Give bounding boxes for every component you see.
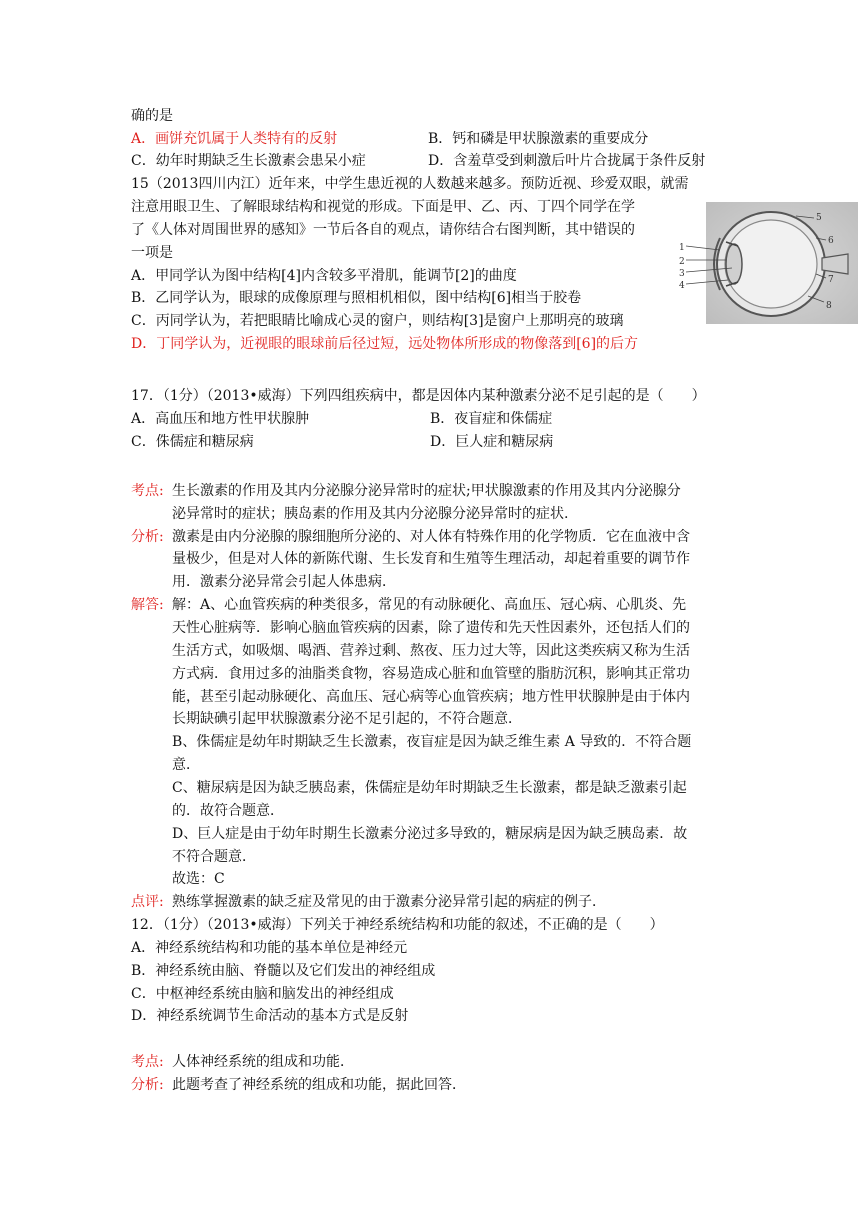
q12-option-a: A．神经系统结构和功能的基本单位是神经元	[131, 940, 408, 956]
q17-jieda-line-9: C、糖尿病是因为缺乏胰岛素，侏儒症是幼年时期缺乏生长激素，都是缺乏激素引起	[172, 780, 687, 796]
q17-jieda-line-11: D、巨人症是由于幼年时期生长激素分泌过多导致的，糖尿病是因为缺乏胰岛素．故	[172, 826, 688, 842]
q17-kaodian-line-2: 泌异常时的症状；胰岛素的作用及其内分泌腺分泌异常时的症状.	[172, 506, 569, 522]
label-7: 7	[828, 275, 834, 285]
label-6: 6	[828, 236, 834, 246]
q15-option-b: B．钙和磷是甲状腺激素的重要成分	[428, 131, 649, 147]
q17-kaodian-line-1: 生长激素的作用及其内分泌腺分泌异常时的症状;甲状腺激素的作用及其内分泌腺分	[172, 483, 681, 499]
q17-jieda-tag: 解答:	[131, 597, 164, 613]
q17-dianping: 熟练掌握激素的缺乏症及常见的由于激素分泌异常引起的病症的例子．	[172, 894, 606, 910]
q17-option-b: B．夜盲症和侏儒症	[430, 411, 553, 427]
q17-option-a: A．高血压和地方性甲状腺肿	[131, 411, 310, 427]
label-4: 4	[679, 281, 685, 291]
q17-jieda-line-12: 不符合题意．	[172, 849, 256, 865]
q12-option-c: C．中枢神经系统由脑和脑发出的神经组成	[131, 986, 394, 1002]
q17-option-c: C．侏儒症和糖尿病	[131, 434, 254, 450]
q12-fenxi: 此题考查了神经系统的组成和功能，据此回答．	[172, 1077, 466, 1093]
optic-nerve	[822, 254, 848, 274]
label-8: 8	[826, 301, 832, 311]
q15-lead: 确的是	[131, 108, 173, 124]
q17-dianping-tag: 点评:	[131, 894, 164, 910]
q12-kaodian-tag: 考点:	[131, 1054, 164, 1070]
q12-stem: 12．（1分）（2013•威海）下列关于神经系统结构和功能的叙述，不正确的是（ ）	[131, 917, 664, 933]
q15-option-c: C．幼年时期缺乏生长激素会患呆小症	[131, 153, 366, 169]
q17-option-d: D．巨人症和糖尿病	[430, 434, 554, 450]
q15-choice-a: A．甲同学认为图中结构[4]内含较多平滑肌，能调节[2]的曲度	[131, 268, 517, 284]
q17-jieda-line-4: 方式病．食用过多的油脂类食物，容易造成心脏和血管壁的脂肪沉积，影响其正常功	[172, 666, 690, 682]
q17-fenxi-tag: 分析:	[131, 529, 164, 545]
q12-kaodian: 人体神经系统的组成和功能．	[172, 1054, 354, 1070]
q15-stem-line-3: 了《人体对周围世界的感知》一节后各自的观点，请你结合右图判断，其中错误的	[131, 222, 635, 238]
q17-jieda-line-6: 长期缺碘引起甲状腺激素分泌不足引起的，不符合题意．	[172, 711, 522, 727]
q17-fenxi-line-2: 量极少，但是对人体的新陈代谢、生长发育和生殖等生理活动，却起着重要的调节作	[172, 551, 690, 567]
q17-jieda-line-3: 生活方式，如吸烟、喝酒、营养过剩、熬夜、压力过大等，因此这类疾病又称为生活	[172, 643, 690, 659]
q12-option-b: B．神经系统由脑、脊髓以及它们发出的神经组成	[131, 963, 436, 979]
q17-jieda-line-8: 意．	[172, 757, 200, 773]
q17-fenxi-line-1: 激素是由内分泌腺的腺细胞所分泌的、对人体有特殊作用的化学物质．它在血液中含	[172, 529, 690, 545]
q17-stem: 17．（1分）（2013•威海）下列四组疾病中，都是因体内某种激素分泌不足引起的是（ ）	[131, 388, 706, 404]
lens	[726, 244, 742, 284]
label-2: 2	[679, 257, 685, 267]
q15-choice-d: D．丁同学认为，近视眼的眼球前后径过短，远处物体所形成的物像落到[6]的后方	[131, 336, 639, 352]
q15-stem-line-4: 一项是	[131, 245, 173, 261]
q17-kaodian-tag: 考点:	[131, 483, 164, 499]
q12-option-d: D．神经系统调节生命活动的基本方式是反射	[131, 1008, 409, 1024]
q15-choice-c: C．丙同学认为，若把眼睛比喻成心灵的窗户，则结构[3]是窗户上那明亮的玻璃	[131, 313, 624, 329]
eyeball-diagram	[676, 198, 858, 326]
q12-fenxi-tag: 分析:	[131, 1077, 164, 1093]
q17-jieda-line-13: 故选：C	[172, 871, 225, 887]
q15-option-a: A．画饼充饥属于人类特有的反射	[131, 131, 338, 147]
label-5: 5	[816, 213, 822, 223]
q17-jieda-line-7: B、侏儒症是幼年时期缺乏生长激素，夜盲症是因为缺乏维生素 A 导致的．不符合题	[172, 734, 692, 750]
q15-choice-b: B．乙同学认为，眼球的成像原理与照相机相似，图中结构[6]相当于胶卷	[131, 290, 582, 306]
q17-fenxi-line-3: 用．激素分泌异常会引起人体患病．	[172, 574, 396, 590]
q15-stem-line-1: 15（2013四川内江）近年来，中学生患近视的人数越来越多。预防近视、珍爱双眼，就需	[131, 176, 689, 192]
q17-jieda-line-2: 天性心脏病等．影响心脑血管疾病的因素，除了遗传和先天性因素外，还包括人们的	[172, 620, 690, 636]
q17-jieda-line-10: 的．故符合题意．	[172, 803, 284, 819]
label-1: 1	[679, 243, 685, 253]
q17-jieda-line-1: 解：A、心血管疾病的种类很多，常见的有动脉硬化、高血压、冠心病、心肌炎、先	[172, 597, 687, 613]
q15-option-d: D．含羞草受到刺激后叶片合拢属于条件反射	[428, 153, 706, 169]
q15-stem-line-2: 注意用眼卫生、了解眼球结构和视觉的形成。下面是甲、乙、丙、丁四个同学在学	[131, 199, 635, 215]
label-3: 3	[679, 269, 685, 279]
q17-jieda-line-5: 能，甚至引起动脉硬化、高血压、冠心病等心血管疾病；地方性甲状腺肿是由于体内	[172, 689, 690, 705]
